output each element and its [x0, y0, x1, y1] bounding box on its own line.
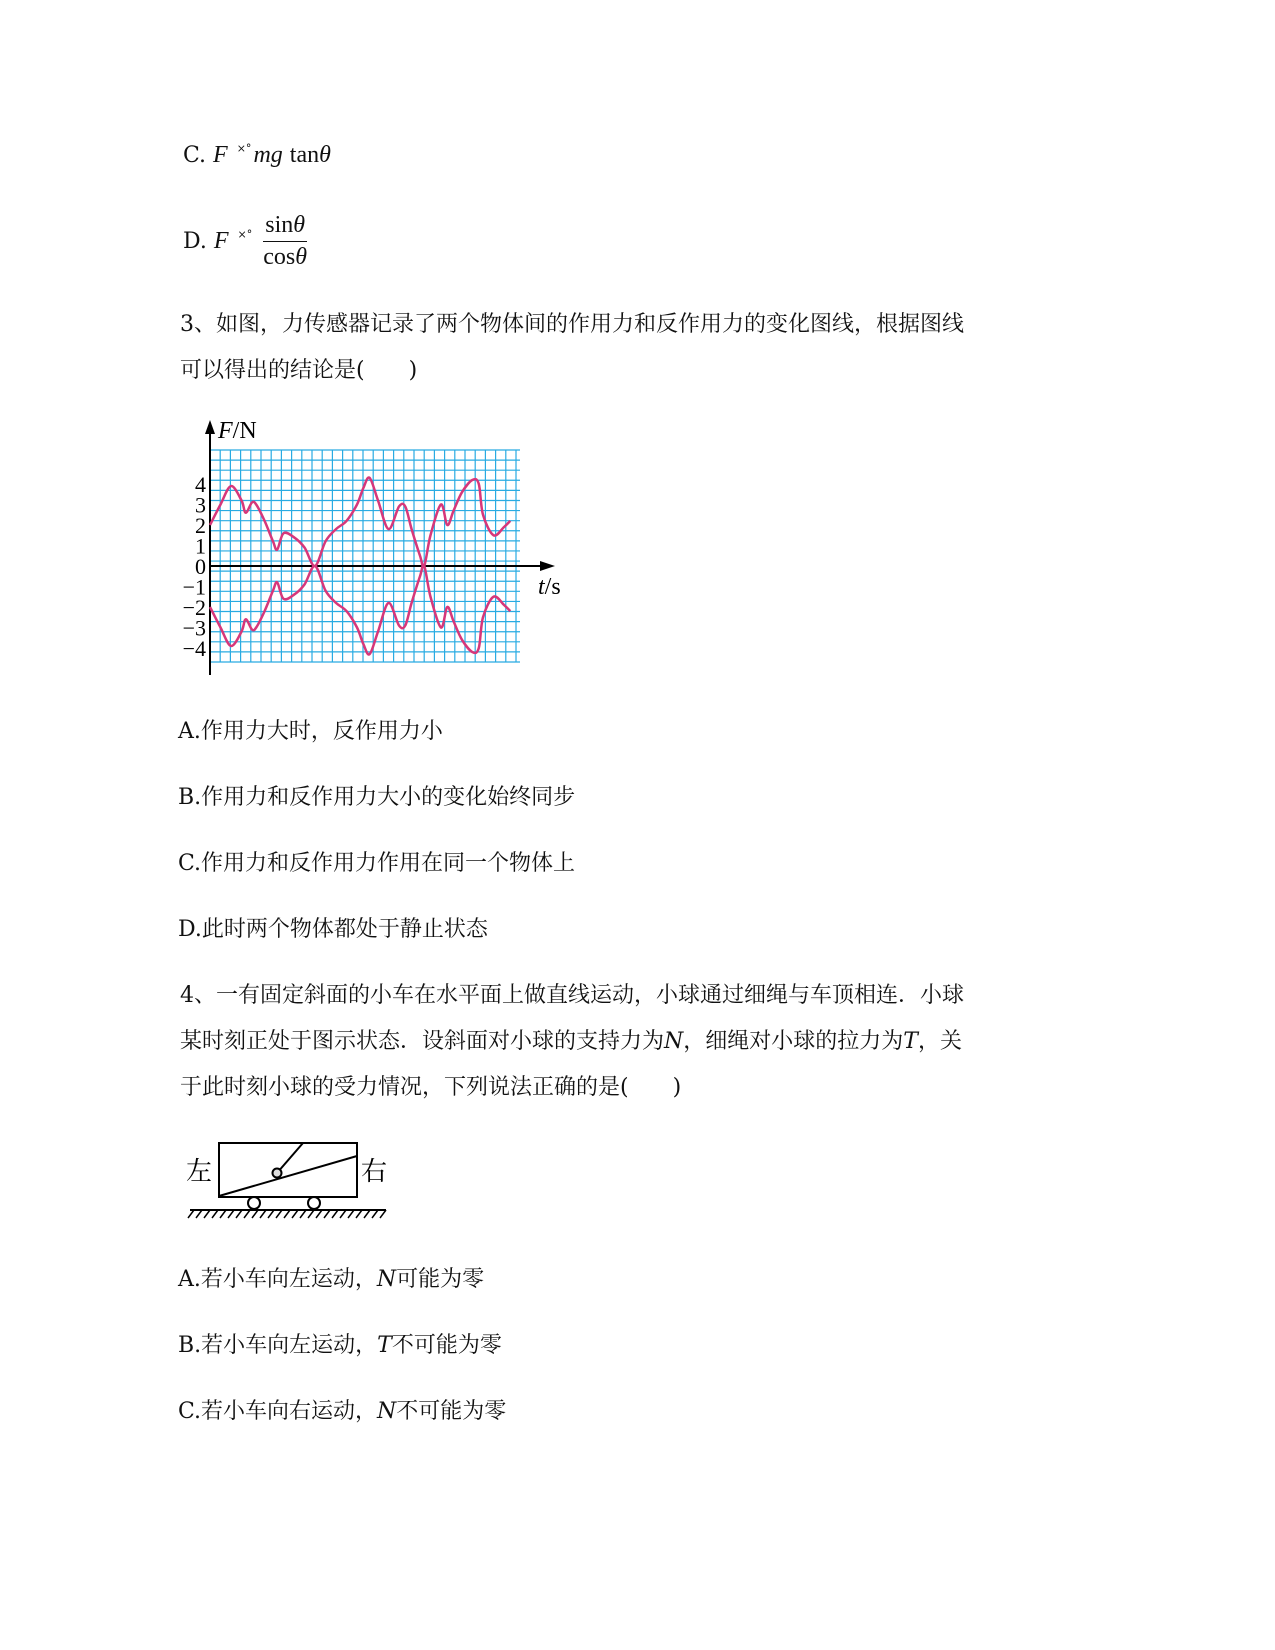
q3-stem-line2: 可以得出的结论是( ) — [180, 358, 418, 383]
y-tick-label: 4 — [195, 472, 206, 497]
hatch-line — [268, 1210, 274, 1218]
hatch-line — [340, 1210, 346, 1218]
y-axis-arrow — [205, 420, 215, 434]
garbled-symbol: ×° — [237, 227, 253, 241]
wheel-left — [248, 1197, 260, 1209]
ground-hatching — [188, 1210, 386, 1218]
hatch-line — [372, 1210, 378, 1218]
hatch-line — [188, 1210, 194, 1218]
y-tick-label: −2 — [182, 595, 206, 620]
q3-option-a: A.作用力大时，反作用力小 — [178, 719, 443, 744]
math-var: F — [213, 228, 229, 254]
hatch-line — [380, 1210, 386, 1218]
hatch-line — [356, 1210, 362, 1218]
hatch-line — [220, 1210, 226, 1218]
q4-stem-line2: 某时刻正处于图示状态．设斜面对小球的支持力为N，细绳对小球的拉力为T，关 — [180, 1029, 962, 1054]
q4-option-a: A.若小车向左运动，N可能为零 — [178, 1267, 485, 1292]
q4-stem-line3: 于此时刻小球的受力情况，下列说法正确的是( ) — [180, 1075, 682, 1100]
q3-stem-line1: 3、如图，力传感器记录了两个物体间的作用力和反作用力的变化图线，根据图线 — [180, 312, 964, 337]
math-func: tan — [289, 142, 320, 168]
hatch-line — [332, 1210, 338, 1218]
hatch-line — [204, 1210, 210, 1218]
q3-option-b: B.作用力和反作用力大小的变化始终同步 — [178, 785, 576, 810]
force-time-chart — [180, 410, 580, 685]
y-tick-label: −3 — [182, 615, 206, 641]
q3-option-d: D.此时两个物体都处于静止状态 — [178, 917, 488, 942]
hatch-line — [300, 1210, 306, 1218]
cart-diagram — [180, 1130, 400, 1225]
fraction-denominator: cosθ — [263, 244, 308, 270]
var-T: T — [903, 1029, 918, 1054]
hatch-line — [364, 1210, 370, 1218]
y-axis-label: F/N — [218, 418, 257, 444]
incline — [219, 1156, 357, 1196]
q4-option-c: C.若小车向右运动，N不可能为零 — [178, 1399, 507, 1424]
hatch-line — [292, 1210, 298, 1218]
y-tick-label: 3 — [195, 492, 206, 518]
y-tick-label: −4 — [182, 636, 206, 661]
hatch-line — [316, 1210, 322, 1218]
q4-stem-line1: 4、一有固定斜面的小车在水平面上做直线运动，小球通过细绳与车顶相连．小球 — [180, 983, 964, 1008]
fraction — [263, 212, 307, 271]
hatch-line — [260, 1210, 266, 1218]
math-theta: θ — [319, 142, 331, 168]
q2-option-c — [183, 142, 331, 169]
chart-axes — [205, 420, 555, 675]
hatch-line — [308, 1210, 314, 1218]
fraction-numerator: sinθ — [263, 212, 307, 242]
left-label: 左 — [186, 1157, 213, 1186]
hatch-line — [196, 1210, 202, 1218]
y-tick-label: 2 — [195, 513, 206, 538]
hatch-line — [228, 1210, 234, 1218]
option-label: C. — [183, 143, 207, 168]
q2-option-d — [183, 212, 307, 271]
y-tick-label: 1 — [195, 533, 206, 559]
y-tick-label: −1 — [182, 574, 206, 600]
hatch-line — [236, 1210, 242, 1218]
q3-option-c: C.作用力和反作用力作用在同一个物体上 — [178, 851, 576, 876]
chart-ticks — [183, 472, 206, 661]
math-expr: mg — [253, 142, 283, 168]
cart-body — [219, 1143, 357, 1197]
q4-option-b: B.若小车向左运动，T不可能为零 — [178, 1333, 502, 1358]
math-var: F — [213, 142, 228, 168]
hatch-line — [284, 1210, 290, 1218]
option-label: D. — [183, 229, 207, 254]
hatch-line — [348, 1210, 354, 1218]
hatch-line — [244, 1210, 250, 1218]
y-tick-label: 0 — [195, 554, 206, 579]
hatch-line — [252, 1210, 258, 1218]
wheel-right — [308, 1197, 320, 1209]
rope — [277, 1143, 303, 1173]
ball — [273, 1169, 282, 1178]
x-axis-label: t/s — [538, 574, 561, 600]
garbled-symbol: ×° — [236, 142, 252, 155]
right-label: 右 — [361, 1157, 388, 1186]
var-N: N — [664, 1029, 684, 1054]
hatch-line — [276, 1210, 282, 1218]
hatch-line — [212, 1210, 218, 1218]
hatch-line — [324, 1210, 330, 1218]
x-axis-arrow — [540, 561, 555, 571]
